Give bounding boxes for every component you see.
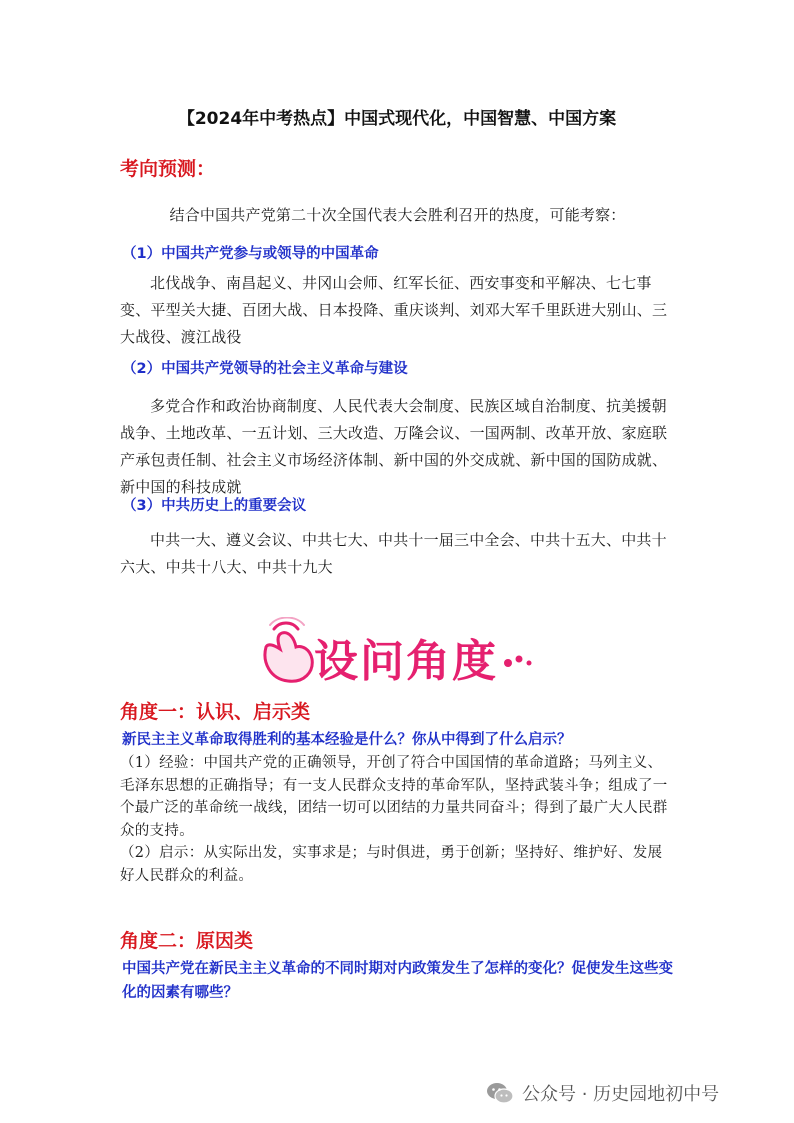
answer-inspiration: （2）启示：从实际出发，实事求是；与时俱进，勇于创新；坚持好、维护好、发展好人民群众的利益。 <box>120 845 663 884</box>
angle-one-answers <box>120 752 676 887</box>
section-heading-forecast: 考向预测： <box>120 158 216 180</box>
answer-experience: （1）经验：中国共产党的正确领导，开创了符合中国国情的革命道路；马列主义、毛泽东思想的正确指导；有一支人民群众支持的革命军队，坚持武装斗争；组成了一个最广泛的革命统一战线，团结一切可以团结的力量共同奋斗；得到了最广大人民群众的支持。 <box>120 755 668 839</box>
footer-account-text: 公众号 · 历史园地初中号 <box>522 1084 720 1105</box>
item-label-2: （2）中国共产党领导的社会主义革命与建设 <box>122 361 408 377</box>
intro-paragraph: 结合中国共产党第二十次全国代表大会胜利召开的热度，可能考察： <box>169 206 626 224</box>
item-text-1: 北伐战争、南昌起义、井冈山会师、红军长征、西安事变和平解决、七七事变、平型关大捷、百团大战、日本投降、重庆谈判、刘邓大军千里跃进大别山、三大战役、渡江战役 <box>120 274 668 346</box>
angle-one-heading: 角度一：认识、启示类 <box>120 701 311 723</box>
item-text-3: 中共一大、遵义会议、中共七大、中共十一届三中全会、中共十五大、中共十六大、中共十八大、中共十九大 <box>120 531 667 576</box>
angle-one-question: 新民主主义革命取得胜利的基本经验是什么？你从中得到了什么启示？ <box>122 732 572 748</box>
footer-watermark <box>486 1078 719 1108</box>
item-label-1: （1）中国共产党参与或领导的中国革命 <box>122 246 379 262</box>
banner-title: 设问角度 <box>314 636 498 687</box>
item-label-3: （3）中共历史上的重要会议 <box>122 498 307 514</box>
wechat-icon <box>486 1081 514 1105</box>
item-text-2: 多党合作和政治协商制度、人民代表大会制度、民族区域自治制度、抗美援朝战争、土地改革、一五计划、三大改造、万隆会议、一国两制、改革开放、家庭联产承包责任制、社会主义市场经济体制、新中国的外交成就、新中国的国防成就、新中国的科技成就 <box>120 397 668 496</box>
document-title: 【2024年中考热点】中国式现代化，中国智慧、中国方案 <box>177 109 617 129</box>
angle-two-question: 中国共产党在新民主主义革命的不同时期对内政策发生了怎样的变化？促使发生这些变化的因素有哪些？ <box>122 961 673 1001</box>
angle-two-heading: 角度二：原因类 <box>120 930 254 952</box>
question-angle-banner <box>256 617 546 689</box>
